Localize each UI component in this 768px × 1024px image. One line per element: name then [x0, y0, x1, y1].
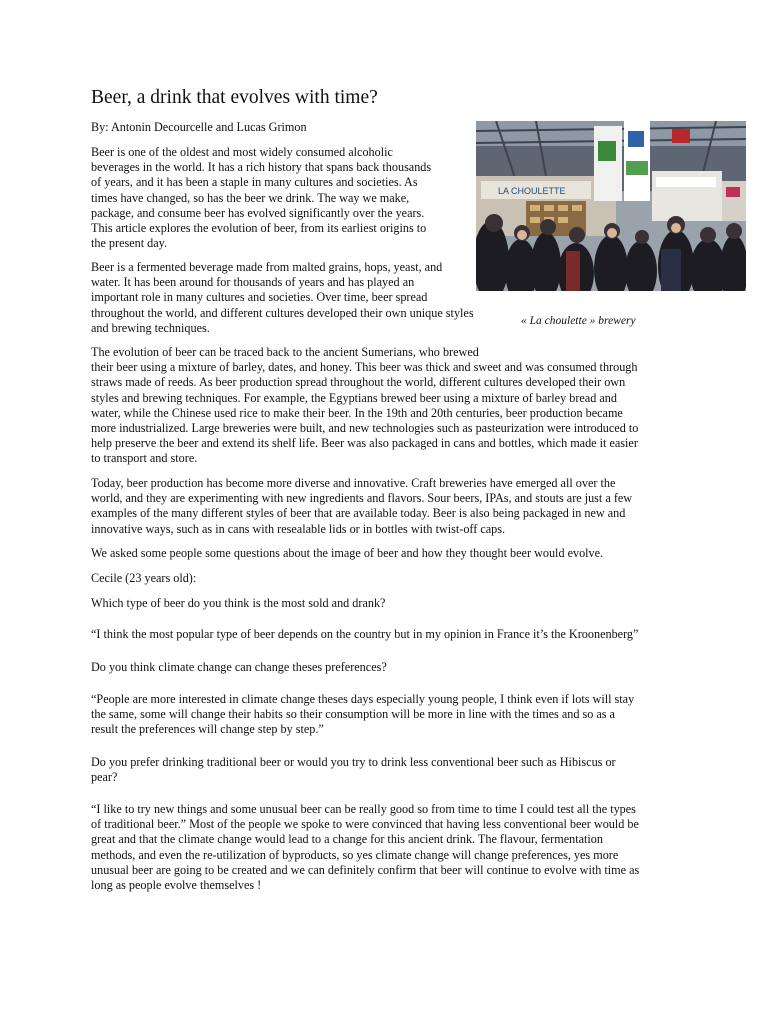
text-line: the present day. — [91, 236, 168, 251]
paragraph-evolution — [91, 345, 638, 467]
article-title: Beer, a drink that evolves with time? — [91, 87, 378, 108]
paragraph-intro — [91, 145, 431, 251]
text-line: Today, beer production has become more diverse and innovative. Craft breweries have emerged all over the — [91, 476, 616, 490]
question-2 — [91, 660, 387, 675]
text-line: Beer is a fermented beverage made from malted grains, hops, yeast, and — [91, 260, 443, 274]
text-line: to transport and store. — [91, 451, 198, 466]
text-line: of years, and it has been a staple in many cultures and societies. As — [91, 175, 418, 190]
text-line: beverages in the world. It has a rich history that spans back thousands — [91, 160, 432, 175]
article-byline: By: Antonin Decourcelle and Lucas Grimon — [91, 120, 307, 134]
text-line: straws made of reeds. As beer production spread throughout the world, different cultures developed their own — [91, 375, 626, 390]
text-line: important role in many cultures and societies. Over time, beer spread — [91, 290, 428, 305]
text-line: result the preferences will change step by step.” — [91, 722, 324, 737]
question-1 — [91, 596, 385, 611]
text-line: more industrialized. Large breweries were built, and new technologies such as pasteurization were introduced to — [91, 421, 639, 436]
text-line: long as people evolve themselves ! — [91, 878, 262, 893]
answer-1 — [91, 627, 638, 642]
text-line: Do you prefer drinking traditional beer or would you try to drink less conventional beer such as Hibiscus or — [91, 755, 616, 769]
paragraph-survey-intro — [91, 546, 603, 561]
text-line: methods, and even the re-utilization of byproducts, so yes climate change will change preferences, yes more — [91, 847, 619, 862]
text-line: times have changed, so has the beer we drink. The way we make, — [91, 190, 410, 205]
text-line: help preserve the beer and extend its shelf life. Beer was also packaged in cans and bottles, which made it easier — [91, 436, 638, 451]
text-line: styles and brewing techniques. For example, the Egyptians brewed beer using a mixture of barley bread and — [91, 390, 617, 405]
paragraph-fermented — [91, 260, 474, 336]
text-line: their beer using a mixture of barley, dates, and honey. This beer was thick and sweet and was consumed through — [91, 360, 638, 375]
text-line: pear? — [91, 770, 118, 785]
text-line: of traditional beer.” Most of the people we spoke to were convinced that having less conventional beer would be — [91, 817, 639, 832]
interviewee-name — [91, 571, 196, 586]
text-line: The evolution of beer can be traced back to the ancient Sumerians, who brewed — [91, 345, 479, 359]
text-line: throughout the world, and different cultures developed their own unique styles — [91, 305, 474, 320]
text-line: We asked some people some questions about the image of beer and how they thought beer would evolve. — [91, 546, 604, 560]
text-line: This article explores the evolution of beer, from its earliest origins to — [91, 221, 427, 236]
booth-sign-text: LA CHOULETTE — [498, 186, 566, 196]
text-line: Do you think climate change can change theses preferences? — [91, 660, 387, 674]
text-line: “I like to try new things and some unusual beer can be really good so from time to time I could test all the types — [91, 802, 636, 816]
paragraph-today — [91, 476, 632, 537]
text-line: the same, some will change their habits so their consumption will be more in line with the times and so as a — [91, 707, 615, 722]
photo-caption: « La choulette » brewery — [521, 315, 636, 327]
text-line: Which type of beer do you think is the most sold and drank? — [91, 596, 386, 610]
text-line: Beer is one of the oldest and most widely consumed alcoholic — [91, 145, 393, 159]
text-line: water, while the Chinese used rice to make their beer. In the 19th and 20th centuries, beer production became — [91, 405, 623, 420]
answer-3 — [91, 802, 639, 893]
text-line: unusual beer are going to be created and we can definitely confirm that beer will continue to evolve with time as — [91, 862, 640, 877]
text-line: innovative ways, such as in cans with resealable lids or in bottles with twist-off caps. — [91, 521, 506, 536]
text-line: package, and consume beer has evolved significantly over the years. — [91, 205, 425, 220]
question-3 — [91, 755, 616, 785]
text-line: great and that the climate change would lead to a change for this ancient drink. The flavour, fermentation — [91, 832, 603, 847]
text-line: Cecile (23 years old): — [91, 571, 197, 585]
text-line: “People are more interested in climate change theses days especially young people, I think even if lots will stay — [91, 692, 635, 706]
answer-2 — [91, 692, 634, 738]
text-line: and brewing techniques. — [91, 320, 210, 335]
brewery-photo-graphic — [476, 121, 746, 291]
text-line: water. It has been around for thousands of years and has played an — [91, 275, 415, 290]
text-line: “I think the most popular type of beer depends on the country but in my opinion in France it’s the Kroonenberg” — [91, 627, 639, 641]
text-line: examples of the many different styles of beer that are available today. Beer is also being packaged in new and — [91, 506, 626, 521]
text-line: world, and they are experimenting with new ingredients and flavors. Sour beers, IPAs, and stouts are just a few — [91, 491, 633, 506]
brewery-photo — [476, 121, 746, 291]
